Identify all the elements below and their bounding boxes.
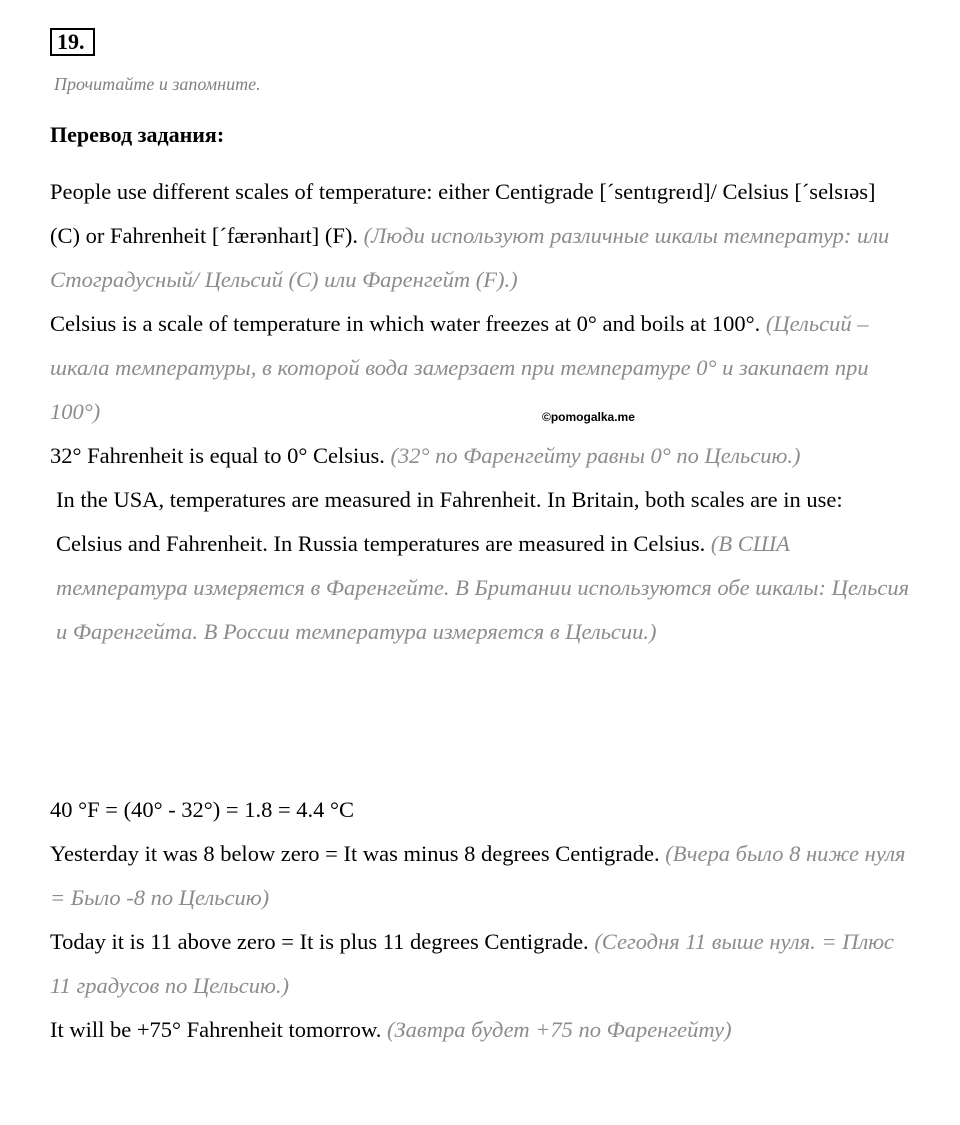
paragraph-en: It will be +75° Fahrenheit tomorrow. bbox=[50, 1017, 382, 1042]
paragraph-scales bbox=[50, 170, 910, 302]
watermark: ©pomogalka.me bbox=[542, 410, 635, 424]
paragraph-today bbox=[50, 920, 910, 1008]
paragraph-ru: (Сегодня 11 выше нуля. = Плюс 11 градусов по Цельсию.) bbox=[50, 929, 894, 998]
task-number: 19. bbox=[50, 28, 95, 56]
paragraph-ru: (Вчера было 8 ниже нуля = Было -8 по Цельсию) bbox=[50, 841, 906, 910]
paragraph-en: Celsius is a scale of temperature in which water freezes at 0° and boils at 100°. bbox=[50, 311, 761, 336]
paragraph-ru: (Завтра будет +75 по Фаренгейту) bbox=[387, 1017, 732, 1042]
text-block-1 bbox=[50, 170, 910, 654]
paragraph-celsius bbox=[50, 302, 910, 434]
paragraph-countries bbox=[50, 478, 910, 654]
paragraph-en: Yesterday it was 8 below zero = It was minus 8 degrees Centigrade. bbox=[50, 841, 660, 866]
paragraph-ru: (В США температура измеряется в Фаренгейте. В Британии используются обе шкалы: Цельсия и Фаренгейта. В России температура измеряется в Цельсии.) bbox=[56, 531, 910, 644]
paragraph-ru: (32° по Фаренгейту равны 0° по Цельсию.) bbox=[390, 443, 801, 468]
paragraph-en: In the USA, temperatures are measured in Fahrenheit. In Britain, both scales are in use: Celsius and Fahrenheit. In Russia temperatures are measured in Celsius. bbox=[56, 487, 843, 556]
paragraph-tomorrow bbox=[50, 1008, 910, 1052]
text-block-2 bbox=[50, 788, 910, 1052]
formula-line: 40 °F = (40° - 32°) = 1.8 = 4.4 °C bbox=[50, 797, 355, 822]
paragraph-ru: (Люди используют различные шкалы температур: или Стоградусный/ Цельсий (С) или Фаренгейт (F).) bbox=[50, 223, 890, 292]
paragraph-en: People use different scales of temperature: either Centigrade [ˊsentɪgreɪd]/ Celsius [ˊselsɪəs] (C) or Fahrenheit [ˊfærənhaɪt] (F). bbox=[50, 179, 876, 248]
paragraph-equal bbox=[50, 434, 910, 478]
paragraph-en: 32° Fahrenheit is equal to 0° Celsius. bbox=[50, 443, 385, 468]
paragraph-ru: (Цельсий – шкала температуры, в которой вода замерзает при температуре 0° и закипает при 100°) bbox=[50, 311, 869, 424]
paragraph-yesterday bbox=[50, 832, 910, 920]
instruction-text: Прочитайте и запомните. bbox=[54, 74, 261, 94]
section-heading: Перевод задания: bbox=[50, 122, 225, 147]
paragraph-en: Today it is 11 above zero = It is plus 11 degrees Centigrade. bbox=[50, 929, 589, 954]
